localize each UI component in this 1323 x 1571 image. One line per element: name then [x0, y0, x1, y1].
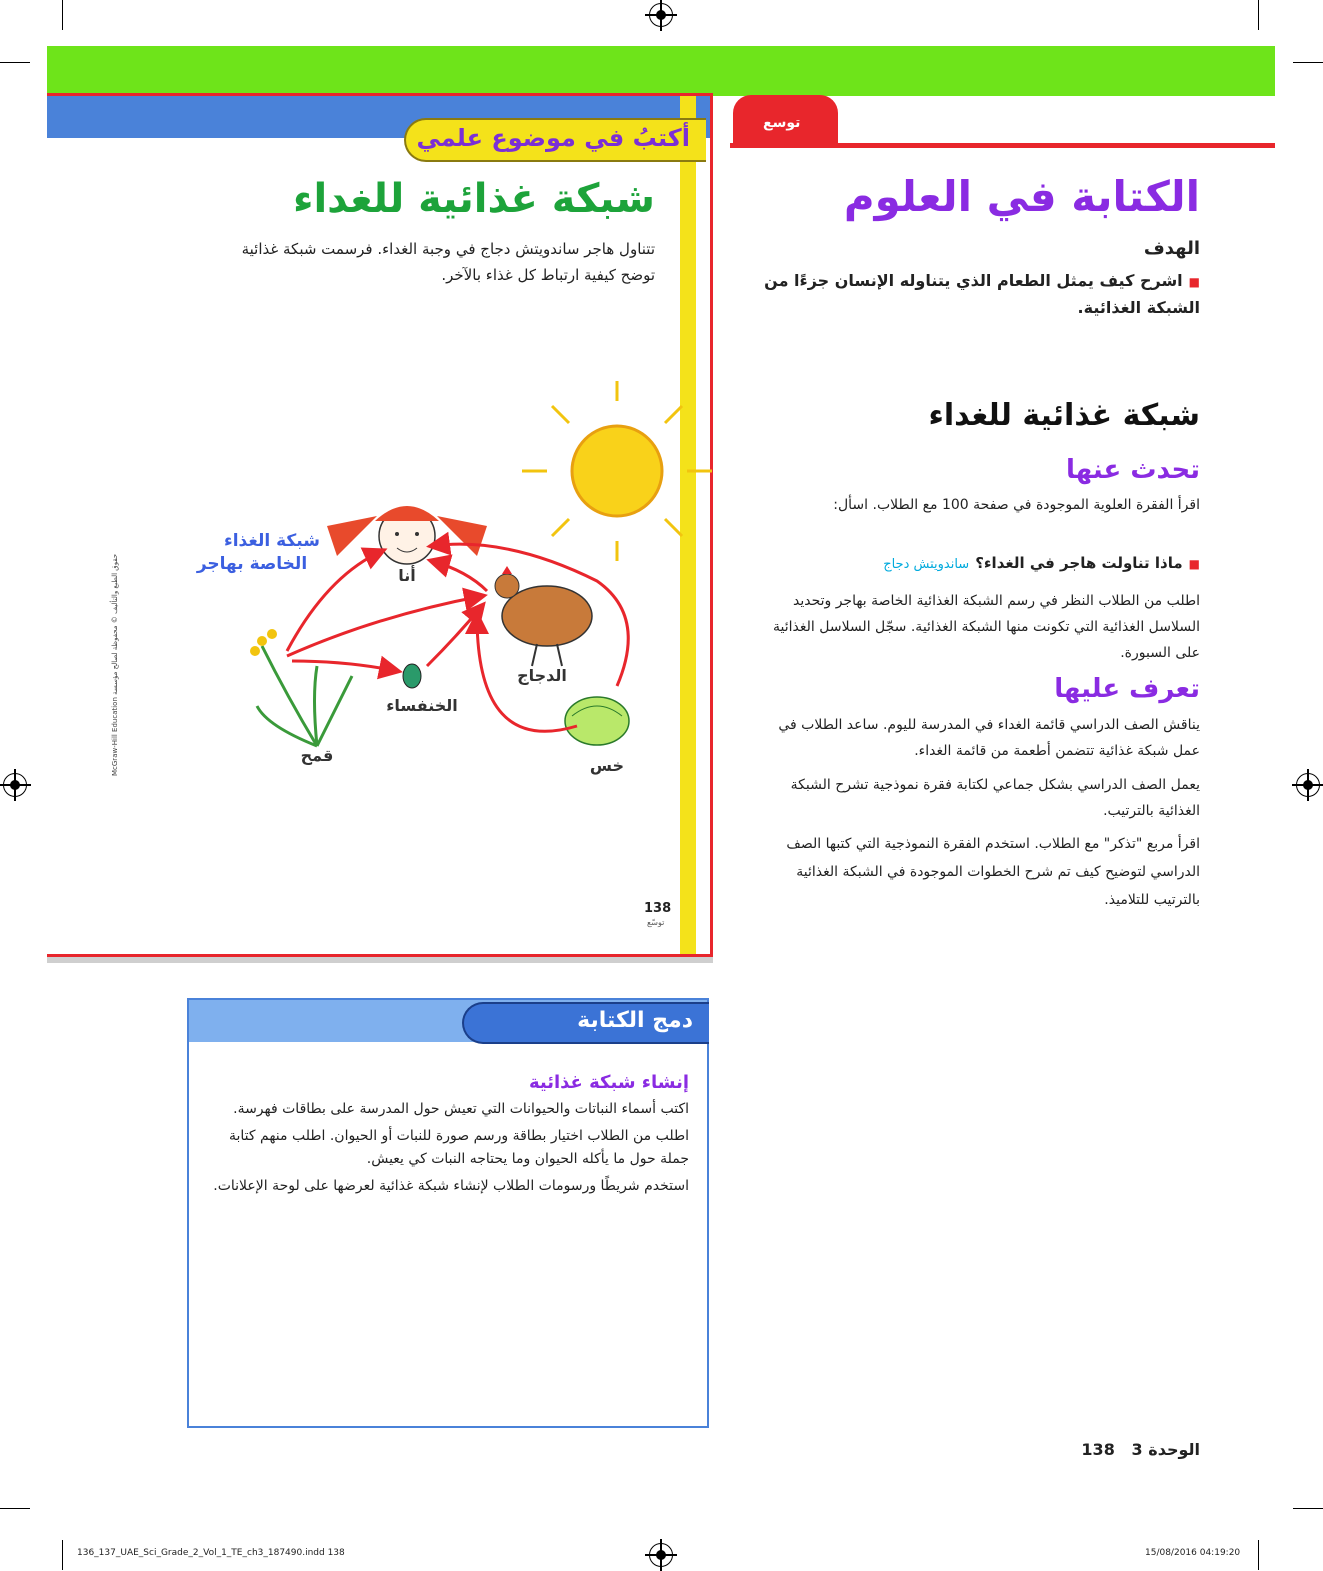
talk-heading: تحدث عنها [1066, 455, 1200, 485]
writing-box-subtitle: إنشاء شبكة غذائية [528, 1072, 689, 1093]
registration-mark-icon [1296, 773, 1320, 797]
talk-question: ماذا تناولت هاجر في الغداء؟ [975, 554, 1183, 572]
crop-mark [1293, 1508, 1323, 1509]
footer-unit: الوحدة 3 [1131, 1440, 1200, 1459]
tab-explain[interactable]: شرح [955, 120, 984, 136]
crop-mark [0, 62, 30, 63]
tab-explore[interactable]: استكشاف [1038, 120, 1097, 136]
food-web-drawing [177, 376, 717, 796]
student-page-body: تتناول هاجر ساندويتش دجاج في وجبة الغداء. فرسمت شبكة غذائية توضح كيفية ارتباط كل غذاء بالآخر. [241, 240, 655, 284]
crop-mark [62, 0, 63, 30]
print-slug-date: 15/08/2016 04:19:20 [1145, 1548, 1241, 1558]
writing-box-title: دمج الكتابة [577, 1008, 693, 1033]
learn-paragraph-2: يعمل الصف الدراسي بشكل جماعي لكتابة فقرة نموذجية تشرح الشبكة الغذائية بالترتيب. [790, 777, 1200, 819]
label-me: أنا [398, 566, 416, 585]
student-page [47, 93, 713, 957]
print-slug-file: 136_137_UAE_Sci_Grade_2_Vol_1_TE_ch3_187490.indd 138 [77, 1548, 345, 1558]
girl-icon [327, 506, 487, 564]
sun-icon [522, 381, 712, 561]
label-chicken: الدجاج [517, 666, 567, 685]
crop-mark [62, 1540, 63, 1570]
talk-paragraph-2: اطلب من الطلاب النظر في رسم الشبكة الغذائية الخاصة بهاجر وتحديد السلاسل الغذائية التي تكونت منها الشبكة الغذائية. سجّل السلاسل الغذائية على السبورة. [773, 593, 1200, 661]
writing-box-tab [462, 1002, 709, 1044]
crop-mark [0, 1508, 30, 1509]
registration-mark-icon [3, 773, 27, 797]
section-title: شبكة غذائية للغداء [928, 398, 1200, 433]
writing-integration-box [187, 998, 709, 1428]
bullet-icon: ■ [1188, 557, 1200, 571]
page-footer [1081, 1440, 1200, 1459]
diagram-title-line1: شبكة الغذاء [224, 531, 320, 551]
goal-item [760, 268, 1200, 321]
learn-paragraph-3: اقرأ مربع "تذكر" مع الطلاب. استخدم الفقرة النموذجية التي كتبها الصف الدراسي لتوضيح كيف تم شرح الخطوات الموجودة في الشبكة الغذائية بالترتيب للتلاميذ. [786, 836, 1200, 908]
copyright-notice: McGraw-Hill Education حقوق الطبع والتأليف © محفوظة لصالح مؤسسة [111, 553, 119, 776]
goal-label: الهدف [1143, 238, 1200, 259]
writing-paragraph-2: اطلب من الطلاب اختيار بطاقة ورسم صورة للنبات أو الحيوان. اطلب منهم كتابة جملة حول ما يأكله الحيوان وما يحتاجه النبات كي يعيش. [229, 1128, 689, 1167]
page-title: الكتابة في العلوم [843, 172, 1200, 221]
tab-engage[interactable]: مشاركة [1130, 120, 1176, 136]
writing-paragraph-1: اكتب أسماء النباتات والحيوانات التي تعيش حول المدرسة على بطاقات فهرسة. [233, 1101, 689, 1117]
diagram-title-line2: الخاصة بهاجر [196, 554, 308, 574]
talk-answer: ساندويتش دجاج [883, 557, 970, 572]
tab-assess[interactable]: تقييم [865, 120, 894, 136]
student-page-number: 138 [644, 901, 672, 916]
footer-page-number: 138 [1081, 1440, 1115, 1459]
registration-mark-icon [649, 1543, 673, 1567]
crop-mark [1258, 0, 1259, 30]
lettuce-icon [565, 697, 629, 745]
label-beetle: الخنفساء [386, 696, 458, 715]
label-wheat: قمح [300, 746, 334, 765]
bullet-icon: ■ [1188, 275, 1200, 289]
goal-text: اشرح كيف يمثل الطعام الذي يتناوله الإنسان جزءًا من الشبكة الغذائية. [764, 271, 1200, 317]
learn-paragraph-1: يناقش الصف الدراسي قائمة الغداء في المدرسة لليوم. ساعد الطلاب في عمل شبكة غذائية تتضمن أطعمة من قائمة الغداء. [778, 717, 1200, 759]
registration-mark-icon [649, 3, 673, 27]
chicken-icon [495, 566, 592, 666]
tab-active[interactable] [733, 95, 838, 145]
header-band [47, 46, 1275, 96]
writing-box-body [209, 1098, 689, 1202]
talk-question-item [760, 554, 1200, 572]
writing-paragraph-3: استخدم شريطًا ورسومات الطلاب لإنشاء شبكة غذائية لعرضها على لوحة الإعلانات. [213, 1178, 689, 1194]
crop-mark [1293, 62, 1323, 63]
topic-tab-label: أكتبُ في موضوع علمي [416, 124, 690, 152]
label-lettuce: خس [589, 756, 625, 775]
student-page-section: توسّع [647, 918, 665, 927]
crop-mark [1258, 1540, 1259, 1570]
talk-paragraph-1: اقرأ الفقرة العلوية الموجودة في صفحة 100 مع الطلاب. اسأل: [833, 497, 1200, 513]
topic-tab [404, 118, 706, 162]
learn-heading: تعرف عليها [1054, 674, 1200, 704]
beetle-icon [403, 664, 421, 688]
student-page-title: شبكة غذائية للغداء [293, 176, 655, 222]
tab-active-label: توسع [763, 115, 801, 131]
